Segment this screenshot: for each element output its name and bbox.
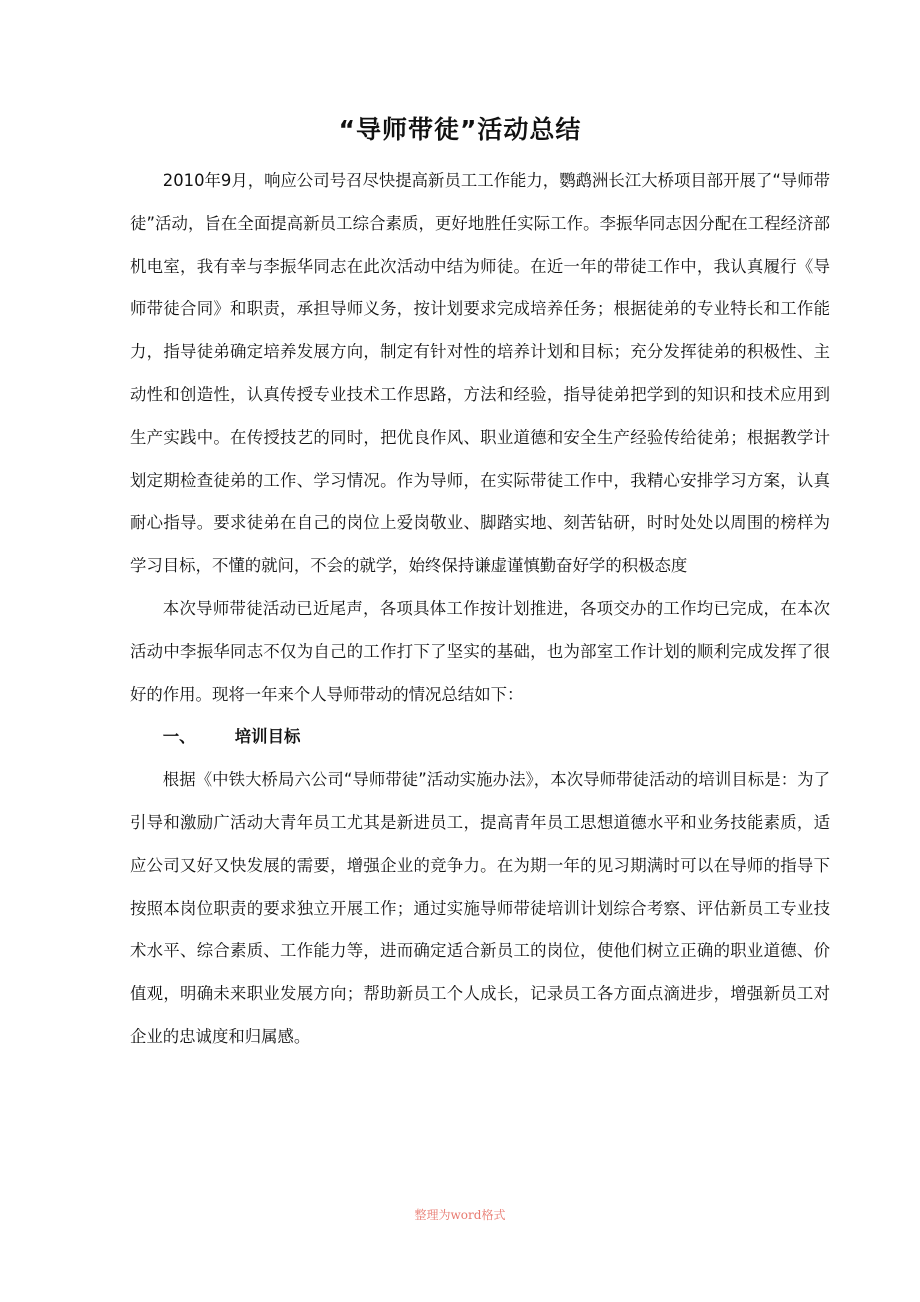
section-number: 一、 [162,727,196,747]
body-paragraph-2: 本次导师带徒活动已近尾声，各项具体工作按计划推进，各项交办的工作均已完成，在本次活动中李振华同志不仅为自己的工作打下了坚实的基础，也为部室工作计划的顺利完成发挥了很好的作用。现将一年来个人导师带动的情况总结如下： [130,598,830,704]
document-body [130,160,830,1059]
document-title: “导师带徒”活动总结 [338,115,582,144]
section-1-paragraph: 根据《中铁大桥局六公司“导师带徒”活动实施办法》，本次导师带徒活动的培训目标是：为了引导和激励广活动大青年员工尤其是新进员工，提高青年员工思想道德水平和业务技能素质，适应公司又好又快发展的需要，增强企业的竞争力。在为期一年的见习期满时可以在导师的指导下按照本岗位职责的要求独立开展工作；通过实施导师带徒培训计划综合考察、评估新员工专业技术水平、综合素质、工作能力等，进而确定适合新员工的岗位，使他们树立正确的职业道德、价值观，明确未来职业发展方向；帮助新员工个人成长，记录员工各方面点滴进步，增强新员工对企业的忠诚度和归属感。 [130,770,830,1046]
section-title: 培训目标 [234,727,301,747]
footer-watermark-text: 整理为word格式 [414,1208,506,1222]
section-heading-1 [130,716,830,759]
body-paragraph-1: 2010年9月，响应公司号召尽快提高新员工工作能力，鹦鹉洲长江大桥项目部开展了“导师带徒”活动，旨在全面提高新员工综合素质，更好地胜任实际工作。李振华同志因分配在工程经济部机电室，我有幸与李振华同志在此次活动中结为师徒。在近一年的带徒工作中，我认真履行《导师带徒合同》和职责，承担导师义务，按计划要求完成培养任务；根据徒弟的专业特长和工作能力，指导徒弟确定培养发展方向，制定有针对性的培养计划和目标；充分发挥徒弟的积极性、主动性和创造性，认真传授专业技术工作思路，方法和经验，指导徒弟把学到的知识和技术应用到生产实践中。在传授技艺的同时，把优良作风、职业道德和安全生产经验传给徒弟；根据教学计划定期检查徒弟的工作、学习情况。作为导师，在实际带徒工作中，我精心安排学习方案，认真耐心指导。要求徒弟在自己的岗位上爱岗敬业、脚踏实地、刻苦钻研，时时处处以周围的榜样为学习目标，不懂的就问，不会的就学，始终保持谦虚谨慎勤奋好学的积极态度 [130,171,830,576]
